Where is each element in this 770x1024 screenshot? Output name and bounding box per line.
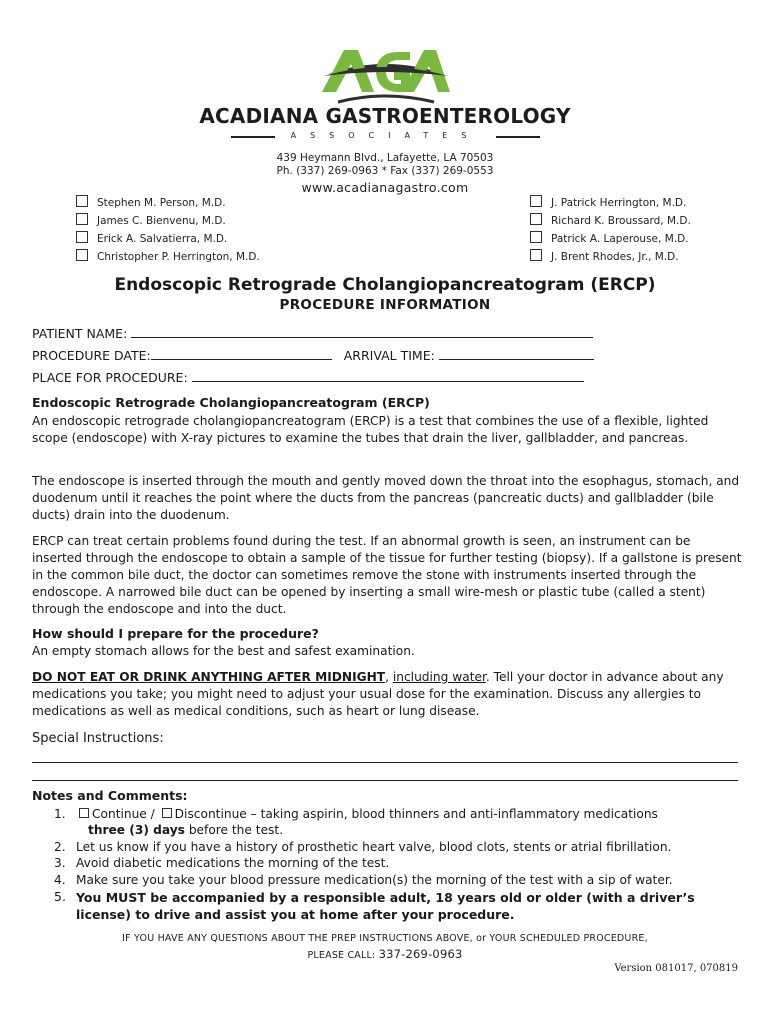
arrival-time-label: ARRIVAL TIME: <box>343 348 435 363</box>
physician-name: J. Patrick Herrington, M.D. <box>551 197 687 209</box>
physician-item <box>530 194 691 212</box>
physician-name: Richard K. Broussard, M.D. <box>551 215 691 227</box>
physician-name: Stephen M. Person, M.D. <box>97 197 226 209</box>
checkbox[interactable] <box>76 231 88 243</box>
procedure-date-label: PROCEDURE DATE: <box>32 348 151 363</box>
section-heading: Endoscopic Retrograde Cholangiopancreatogram (ERCP) <box>32 395 430 410</box>
physician-list-left <box>76 194 260 266</box>
footer-phone: 337-269-0963 <box>378 947 463 961</box>
notes-heading: Notes and Comments: <box>32 788 188 803</box>
checkbox[interactable] <box>76 213 88 225</box>
footer-call <box>0 947 770 961</box>
physician-item <box>76 230 260 248</box>
days-bold: three (3) days <box>88 823 185 837</box>
physician-item <box>530 230 691 248</box>
checkbox[interactable] <box>530 195 542 207</box>
patient-name-field[interactable] <box>131 326 593 338</box>
address-line: 439 Heymann Blvd., Lafayette, LA 70503 <box>276 152 494 164</box>
place-row <box>32 370 584 385</box>
physician-item <box>76 248 260 266</box>
physician-item <box>530 212 691 230</box>
checkbox[interactable] <box>76 249 88 261</box>
note-text <box>88 822 756 838</box>
version-label: Version 081017, 070819 <box>614 963 738 974</box>
physician-item <box>76 194 260 212</box>
procedure-date-row <box>32 348 594 363</box>
document-title: Endoscopic Retrograde Cholangiopancreatogram (ERCP) <box>114 275 656 295</box>
footer-questions: IF YOU HAVE ANY QUESTIONS ABOUT THE PREP INSTRUCTIONS ABOVE, or YOUR SCHEDULED PROCEDURE, <box>122 933 648 944</box>
note-number: 2. <box>54 840 66 854</box>
patient-name-row <box>32 326 593 341</box>
phone-fax-line: Ph. (337) 269-0963 * Fax (337) 269-0553 <box>276 165 494 177</box>
prep-heading: How should I prepare for the procedure? <box>32 626 319 641</box>
continue-label: Continue / <box>92 807 155 821</box>
physician-name: Christopher P. Herrington, M.D. <box>97 251 260 263</box>
physician-name: Patrick A. Laperouse, M.D. <box>551 233 689 245</box>
checkbox[interactable] <box>530 213 542 225</box>
procedure-date-field[interactable] <box>151 348 332 360</box>
fasting-warning: DO NOT EAT OR DRINK ANYTHING AFTER MIDNIGHT, including water. Tell your doctor in advance about any medications you take; you might need to adjust your usual dose for the examination. Discuss any allergies to medications as well as medical conditions, such as heart or lung disease. <box>32 670 724 718</box>
physician-name: Erick A. Salvatierra, M.D. <box>97 233 228 245</box>
paragraph-procedure: The endoscope is inserted through the mouth and gently moved down the throat into the esophagus, stomach, and duodenum until it reaches the point where the ducts from the pancreas (pancreatic ducts) and gallbladder (bile ducts) drain into the duodenum. <box>32 474 740 522</box>
note-number: 1. <box>54 807 66 821</box>
note-number: 3. <box>54 856 66 870</box>
physician-item <box>76 212 260 230</box>
checkbox[interactable] <box>530 231 542 243</box>
organization-name: ACADIANA GASTROENTEROLOGY <box>199 104 571 128</box>
patient-name-label: PATIENT NAME: <box>32 326 128 341</box>
physician-name: J. Brent Rhodes, Jr., M.D. <box>551 251 679 263</box>
fasting-warning-rest: . Tell your doctor in advance about any medications you take; you might need to adjust your usual dose for the examination. Discuss any allergies to medications as well as medical conditions, such as heart or lung disease. <box>32 670 724 718</box>
note-number: 5. <box>54 889 66 904</box>
arrival-time-field[interactable] <box>439 348 594 360</box>
note-text: Let us know if you have a history of prosthetic heart valve, blood clots, stents or atrial fibrillation. <box>76 840 672 854</box>
checkbox[interactable] <box>76 195 88 207</box>
note-number: 4. <box>54 873 66 887</box>
footer-call-label: PLEASE CALL: <box>307 950 379 961</box>
continue-checkbox[interactable] <box>79 808 89 818</box>
associates-text: ASSOCIATES <box>290 131 481 140</box>
physician-name: James C. Bienvenu, M.D. <box>97 215 226 227</box>
document-subtitle: PROCEDURE INFORMATION <box>279 297 491 313</box>
days-tail: before the test. <box>188 823 284 837</box>
website-url: www.acadianagastro.com <box>301 180 469 195</box>
special-instructions-line[interactable] <box>32 780 738 781</box>
divider <box>496 136 540 138</box>
fasting-warning-underlined: including water <box>392 670 486 684</box>
place-label: PLACE FOR PROCEDURE: <box>32 370 188 385</box>
note-text <box>76 806 744 822</box>
special-instructions-line[interactable] <box>32 762 738 763</box>
place-field[interactable] <box>192 370 584 382</box>
note-text: Avoid diabetic medications the morning of the test. <box>76 856 390 870</box>
physician-list-right <box>530 194 691 266</box>
special-instructions-label: Special Instructions: <box>32 731 164 746</box>
fasting-warning-bold: DO NOT EAT OR DRINK ANYTHING AFTER MIDNIGHT <box>32 670 386 684</box>
physician-item <box>530 248 691 266</box>
note-text: Make sure you take your blood pressure medication(s) the morning of the test with a sip of water. <box>76 873 673 887</box>
discontinue-text: Discontinue – taking aspirin, blood thinners and anti-inflammatory medications <box>174 807 658 821</box>
checkbox[interactable] <box>530 249 542 261</box>
notes-section <box>32 788 744 938</box>
aga-logo <box>318 40 452 106</box>
paragraph-treatment: ERCP can treat certain problems found during the test. If an abnormal growth is seen, an instrument can be inserted through the endoscope to obtain a sample of the tissue for further testing (biopsy). If a gallstone is present in the common bile duct, the doctor can sometimes remove the stone with instruments inserted through the endoscope. A narrowed bile duct can be opened by inserting a small wire-mesh or plastic tube (called a stent) through the endoscope and into the duct. <box>32 534 742 616</box>
associates-banner <box>231 131 540 143</box>
paragraph-intro: An endoscopic retrograde cholangiopancreatogram (ERCP) is a test that combines the use of a flexible, lighted scope (endoscope) with X-ray pictures to examine the tubes that drain the liver, gallbladder, and pancreas. <box>32 414 709 445</box>
note-text: You MUST be accompanied by a responsible adult, 18 years old or older (with a driver’s license) to drive and assist you at home after your procedure. <box>76 890 695 922</box>
discontinue-checkbox[interactable] <box>162 808 172 818</box>
prep-text: An empty stomach allows for the best and safest examination. <box>32 644 415 658</box>
